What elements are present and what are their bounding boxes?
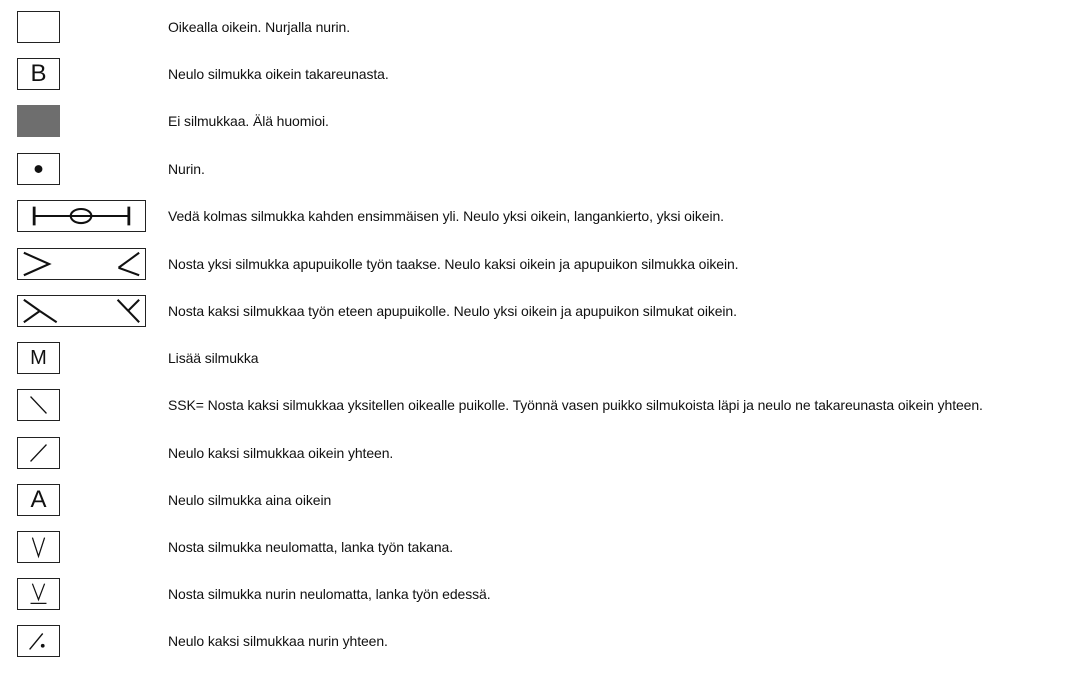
legend-row-make-one bbox=[0, 342, 1082, 382]
legend-row-slip-wyif bbox=[0, 578, 1082, 618]
letter-a-icon: A bbox=[17, 484, 60, 516]
blank-square-icon bbox=[17, 11, 60, 43]
slash-dot-icon bbox=[17, 625, 60, 657]
legend-row-purl bbox=[0, 153, 1082, 193]
legend-row-cable-back bbox=[0, 248, 1082, 288]
legend-description: Neulo kaksi silmukkaa oikein yhteen. bbox=[168, 445, 394, 461]
legend-row-knit bbox=[0, 11, 1082, 51]
legend-description: Neulo kaksi silmukkaa nurin yhteen. bbox=[168, 633, 388, 649]
dot-icon bbox=[17, 153, 60, 185]
legend-description: Nosta silmukka neulomatta, lanka työn takana. bbox=[168, 539, 453, 555]
legend-row-cable-front bbox=[0, 295, 1082, 335]
legend-description: SSK= Nosta kaksi silmukkaa yksitellen oikealle puikolle. Työnnä vasen puikko silmukoista läpi ja neulo ne takareunasta oikein yhteen. bbox=[168, 397, 983, 413]
legend-description: Nosta silmukka nurin neulomatta, lanka työn edessä. bbox=[168, 586, 491, 602]
legend-row-k2tog bbox=[0, 437, 1082, 477]
legend-row-p2tog bbox=[0, 625, 1082, 665]
legend-description: Vedä kolmas silmukka kahden ensimmäisen yli. Neulo yksi oikein, langankierto, yksi oikein. bbox=[168, 208, 724, 224]
cable-front-icon bbox=[17, 295, 146, 327]
legend-description: Nurin. bbox=[168, 161, 205, 177]
v-icon bbox=[17, 531, 60, 563]
letter-b-icon: B bbox=[17, 58, 60, 90]
legend-description: Oikealla oikein. Nurjalla nurin. bbox=[168, 19, 350, 35]
letter-m-icon: M bbox=[17, 342, 60, 374]
legend-description: Neulo silmukka oikein takareunasta. bbox=[168, 66, 389, 82]
v-underline-icon bbox=[17, 578, 60, 610]
legend-row-no-stitch bbox=[0, 105, 1082, 145]
gray-filled-square-icon bbox=[17, 105, 60, 137]
slash-icon bbox=[17, 437, 60, 469]
legend-row-pass-over bbox=[0, 200, 1082, 240]
legend-row-knit-tbl bbox=[0, 58, 1082, 98]
legend-row-always-knit bbox=[0, 484, 1082, 524]
bar-with-oval-icon bbox=[17, 200, 146, 232]
legend-description: Nosta yksi silmukka apupuikolle työn taakse. Neulo kaksi oikein ja apupuikon silmukka oikein. bbox=[168, 256, 739, 272]
legend-row-ssk bbox=[0, 389, 1082, 429]
legend-description: Lisää silmukka bbox=[168, 350, 259, 366]
legend-description: Neulo silmukka aina oikein bbox=[168, 492, 332, 508]
legend-description: Nosta kaksi silmukkaa työn eteen apupuikolle. Neulo yksi oikein ja apupuikon silmukat oikein. bbox=[168, 303, 737, 319]
legend-description: Ei silmukkaa. Älä huomioi. bbox=[168, 113, 329, 129]
cable-back-icon bbox=[17, 248, 146, 280]
backslash-icon bbox=[17, 389, 60, 421]
legend-row-slip-wyib bbox=[0, 531, 1082, 571]
